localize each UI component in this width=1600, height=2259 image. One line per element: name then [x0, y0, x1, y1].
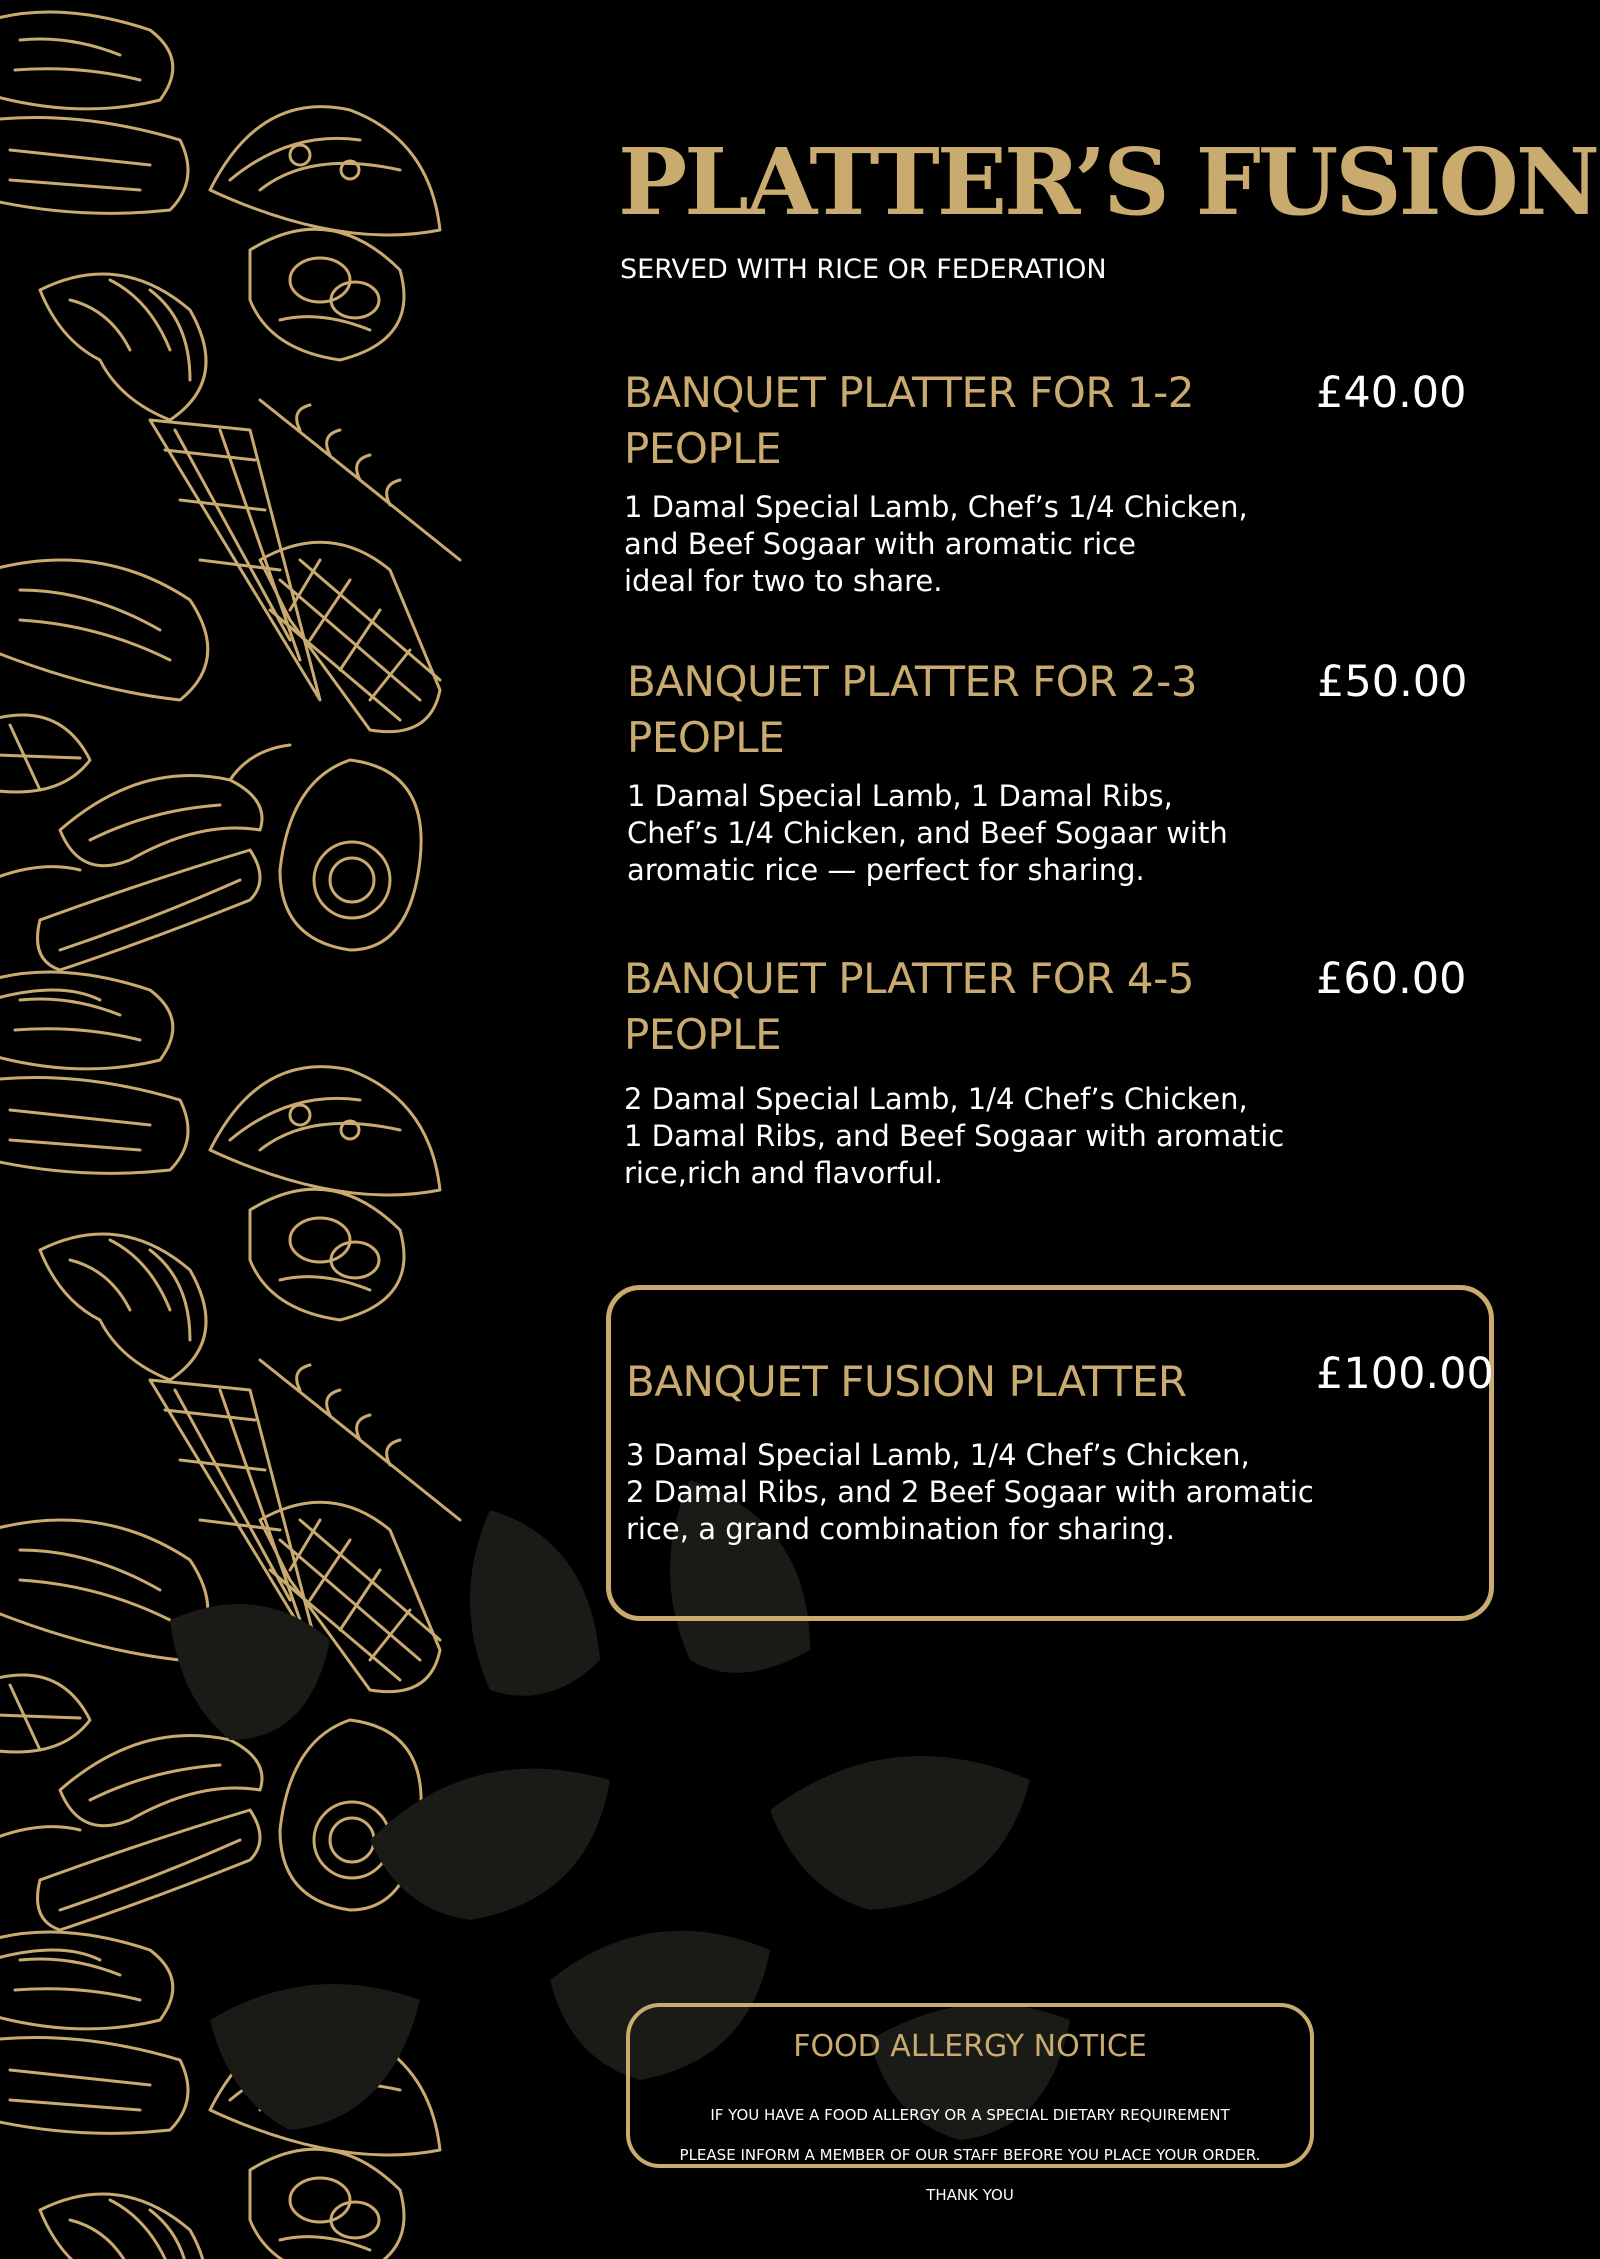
menu-item [624, 951, 1504, 1201]
menu-title: PLATTER’S FUSION [618, 128, 1597, 236]
avocado-icon [280, 760, 421, 950]
item-description: 1 Damal Special Lamb, Chef’s 1/4 Chicken, and Beef Sogaar with aromatic rice ideal for two to share. [624, 490, 1248, 598]
item-name: BANQUET PLATTER FOR 4-5 PEOPLE [624, 954, 1194, 1059]
bread-icon [0, 560, 208, 700]
item-price: £60.00 [1316, 954, 1467, 1004]
menu-subtitle: SERVED WITH RICE OR FEDERATION [620, 254, 1107, 285]
item-description: 1 Damal Special Lamb, 1 Damal Ribs, Chef’s 1/4 Chicken, and Beef Sogaar with aromatic rice — perfect for sharing. [627, 779, 1228, 887]
item-price: £50.00 [1317, 657, 1468, 707]
item-description: 2 Damal Special Lamb, 1/4 Chef’s Chicken, 1 Damal Ribs, and Beef Sogaar with aromatic rice,rich and flavorful. [624, 1082, 1285, 1190]
featured-menu-item [626, 1349, 1494, 1554]
menu-item [624, 365, 1504, 605]
lime-icon [0, 715, 90, 792]
menu-item [627, 654, 1507, 894]
wrap-icon [250, 229, 404, 360]
item-name: BANQUET PLATTER FOR 2-3 PEOPLE [627, 657, 1197, 762]
taco-icon [210, 107, 440, 235]
item-name: BANQUET FUSION PLATTER [626, 1357, 1187, 1406]
sausage-icon [0, 850, 260, 1000]
wheat-icon [260, 400, 460, 560]
pastry-icon [40, 274, 206, 420]
item-name: BANQUET PLATTER FOR 1-2 PEOPLE [624, 368, 1194, 473]
burrito-icon [0, 12, 188, 213]
item-price: £40.00 [1316, 368, 1467, 418]
item-description: 3 Damal Special Lamb, 1/4 Chef’s Chicken, 2 Damal Ribs, and 2 Beef Sogaar with aromatic rice, a grand combination for sharing. [626, 1438, 1314, 1546]
chili-pepper-icon [60, 745, 290, 866]
sketch-tile [0, 12, 460, 1000]
allergy-notice-box [626, 2003, 1314, 2204]
allergy-notice-text: IF YOU HAVE A FOOD ALLERGY OR A SPECIAL DIETARY REQUIREMENT PLEASE INFORM A MEMBER OF OUR STAFF BEFORE YOU PLACE YOUR ORDER. THANK YOU [679, 2106, 1261, 2204]
item-price: £100.00 [1316, 1349, 1494, 1399]
allergy-notice-title: FOOD ALLERGY NOTICE [793, 2029, 1147, 2064]
ice-cream-cone-icon [150, 420, 320, 700]
